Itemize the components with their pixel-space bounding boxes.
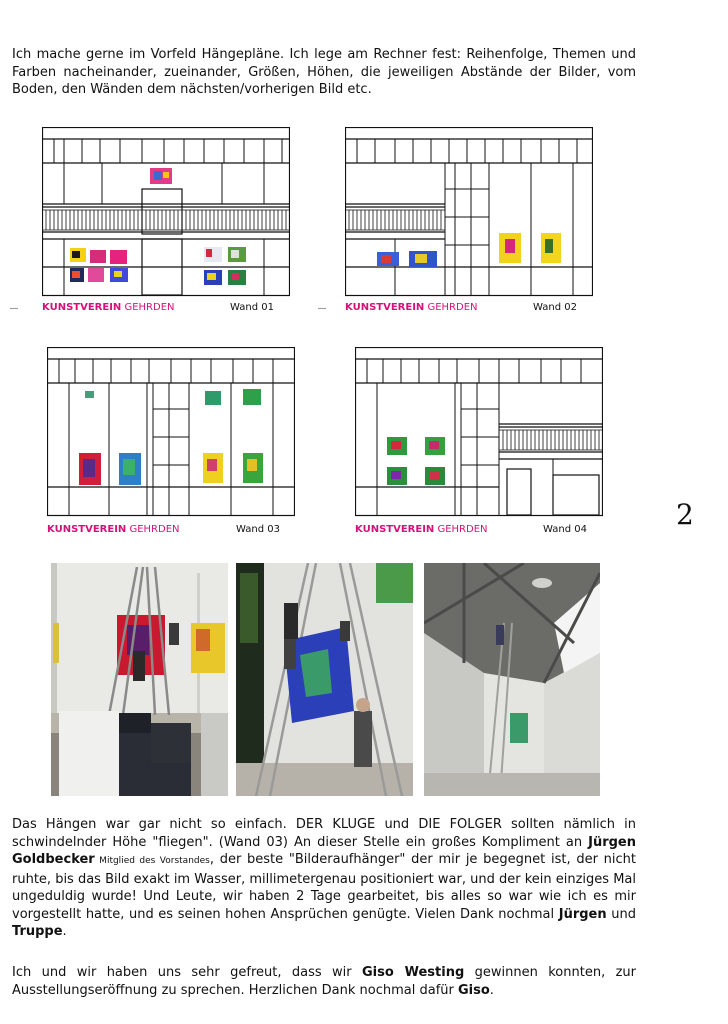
wall-plan-02 (345, 127, 593, 297)
text-run: . (62, 924, 67, 939)
text-run: und (606, 906, 636, 922)
wall-01-label: Wand 01 (230, 302, 274, 313)
divider-dash (10, 308, 18, 309)
wall-plan-04 (355, 347, 603, 517)
wall-plan-03 (47, 347, 295, 517)
wall-04-label: Wand 04 (543, 524, 587, 535)
photo-hanging-red-painting (51, 563, 228, 796)
body-paragraph-1 (12, 816, 636, 941)
text-run: Ich und wir haben uns sehr gefreut, dass wir (12, 965, 363, 980)
divider-dash (318, 308, 326, 309)
text-run: gewinnen konnten, zur Ausstellungseröffnung zu sprechen. Herzlichen Dank nochmal dafür (12, 965, 637, 998)
name-truppe: Truppe (12, 924, 63, 939)
name-giso-westing: Giso Westing (362, 965, 465, 980)
text-run: . (489, 982, 494, 998)
body-paragraph-2 (12, 964, 636, 999)
wall-03-label: Wand 03 (236, 524, 280, 535)
wall-02-label: Wand 02 (533, 302, 577, 313)
photo-hanging-blue-painting (236, 563, 413, 796)
photo-gallery-ceiling (424, 563, 600, 796)
name-juergen: Jürgen (558, 906, 607, 922)
name-juergen-goldbecker: Jürgen Goldbecker (12, 834, 636, 867)
page-number: 2 (676, 498, 694, 531)
wall-plan-01 (42, 127, 290, 297)
text-run: Das Hängen war gar nicht so einfach. DER KLUGE und DIE FOLGER sollten nämlich in schwindelnder Höhe "fliegen". (Wand 03) An dieser Stelle ein großes Kompliment an (12, 817, 636, 850)
wall-02-brand: KUNSTVEREIN GEHRDEN (345, 302, 478, 313)
text-run: , der beste "Bilderaufhänger" der mir je begegnet ist, der nicht ruhte, bis das Bild exakt im Wasser, millimetergenau positioniert war, und der kein einziges Mal ungeduldig wurde! Und Leute, wir haben 2 Tage gearbeitet, bis alles so war wie ich es mir vorgestellt hatte, und es seinen hohen Ansprüchen genügte. Vielen Dank nochmal (12, 852, 636, 922)
wall-01-brand: KUNSTVEREIN GEHRDEN (42, 302, 175, 313)
wall-04-brand: KUNSTVEREIN GEHRDEN (355, 524, 488, 535)
intro-paragraph: Ich mache gerne im Vorfeld Hängepläne. Ich lege am Rechner fest: Reihenfolge, Themen und Farben nacheinander, zueinander, Größen, Höhen, die jeweiligen Abstände der Bilder, vom Boden, den Wänden dem nächsten/vorherigen Bild etc. (12, 47, 636, 97)
name-giso: Giso (458, 982, 490, 998)
wall-03-brand: KUNSTVEREIN GEHRDEN (47, 524, 180, 535)
role-note: Mitglied des Vorstandes (94, 856, 210, 866)
